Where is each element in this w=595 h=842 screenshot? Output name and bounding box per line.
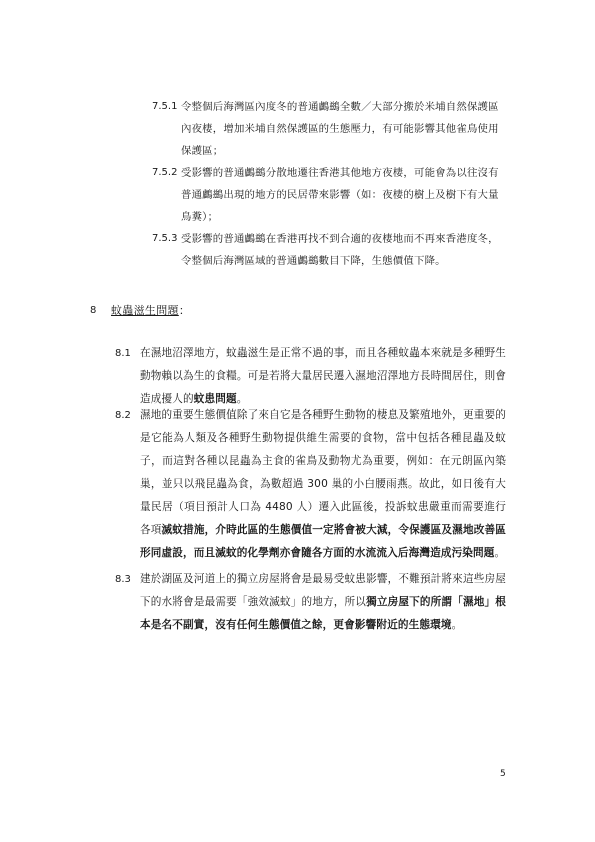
paragraph-number: 8.1 (115, 348, 131, 359)
paragraph-bold-text: 蚊患問題 (193, 393, 237, 405)
paragraph-text (140, 404, 506, 565)
paragraph-text (140, 342, 506, 411)
paragraph-end-text: 。 (236, 393, 248, 405)
subitem-text: 令整個后海灣區內度冬的普通鸕鷀全數／大部分搬於米埔自然保護區內夜棲，增加米埔自然保護區的生態壓力，有可能影響其他雀鳥使用保護區； (181, 101, 499, 157)
subitem-text: 受影響的普通鸕鷀在香港再找不到合適的夜棲地而不再來香港度冬，令整個后海灣區域的普通鸕鷀數目下降，生態價值下降。 (181, 233, 499, 267)
section-number: 8 (90, 305, 97, 316)
paragraph-bold-text: 獨立房屋下的所謂「濕地」根本是名不副實，沒有任何生態價值之餘，更會影響附近的生態環境 (140, 596, 507, 631)
paragraph-end-text: 。 (451, 619, 463, 631)
paragraph-end-text: 。 (494, 547, 506, 559)
subitem-number: 7.5.2 (152, 167, 178, 178)
subitem-number: 7.5.1 (152, 101, 178, 112)
subitem-text: 受影響的普通鸕鷀分散地遷往香港其他地方夜棲，可能會為以往沒有普通鸕鷀出現的地方的民居帶來影響（如：夜棲的樹上及樹下有大量鳥糞）； (181, 167, 499, 223)
section-title-colon: ： (178, 304, 191, 317)
section-title-text: 蚊蟲滋生問題 (111, 304, 179, 317)
paragraph-bold-text: 滅蚊措施，介時此區的生態價值一定將會被大減，令保護區及濕地改善區形同虛設，而且滅蚊的化學劑亦會隨各方面的水流流入后海灣造成污染問題 (140, 524, 506, 559)
paragraph-plain-text: 濕地的重要生態價值除了來自它是各種野生動物的棲息及繁殖地外，更重要的是它能為人類及各種野生動物提供維生需要的食物，當中包括各種昆蟲及蚊子，而這對各種以昆蟲為主食的雀鳥及動物尤為重要，例如：在元朗區內築巢，並只以飛昆蟲為食，為數超過 300 巢的小白腰雨燕。故此，如日後有大量民居（項目預計人口為 4480 人）遷入此區後，投訴蚊患嚴重而需要進行各項 (140, 409, 506, 536)
subitem-number: 7.5.3 (152, 233, 178, 244)
paragraph-number: 8.2 (115, 410, 131, 421)
paragraph-number: 8.3 (115, 574, 131, 585)
paragraph-plain-text: 在濕地沼澤地方，蚊蟲滋生是正常不過的事，而且各種蚊蟲本來就是多種野生動物賴以為生的食糧。可是若將大量居民遷入濕地沼澤地方長時間居住，則會造成擾人的 (140, 347, 506, 405)
section-heading (0, 300, 595, 322)
paragraph-plain-text: 建於湖區及河道上的獨立房屋將會是最易受蚊患影響，不難預計將來這些房屋下的水將會是最需要「強效滅蚊」的地方，所以 (140, 573, 506, 608)
page-number: 5 (500, 769, 506, 779)
section-title (111, 300, 190, 322)
paragraph-text (140, 568, 506, 637)
